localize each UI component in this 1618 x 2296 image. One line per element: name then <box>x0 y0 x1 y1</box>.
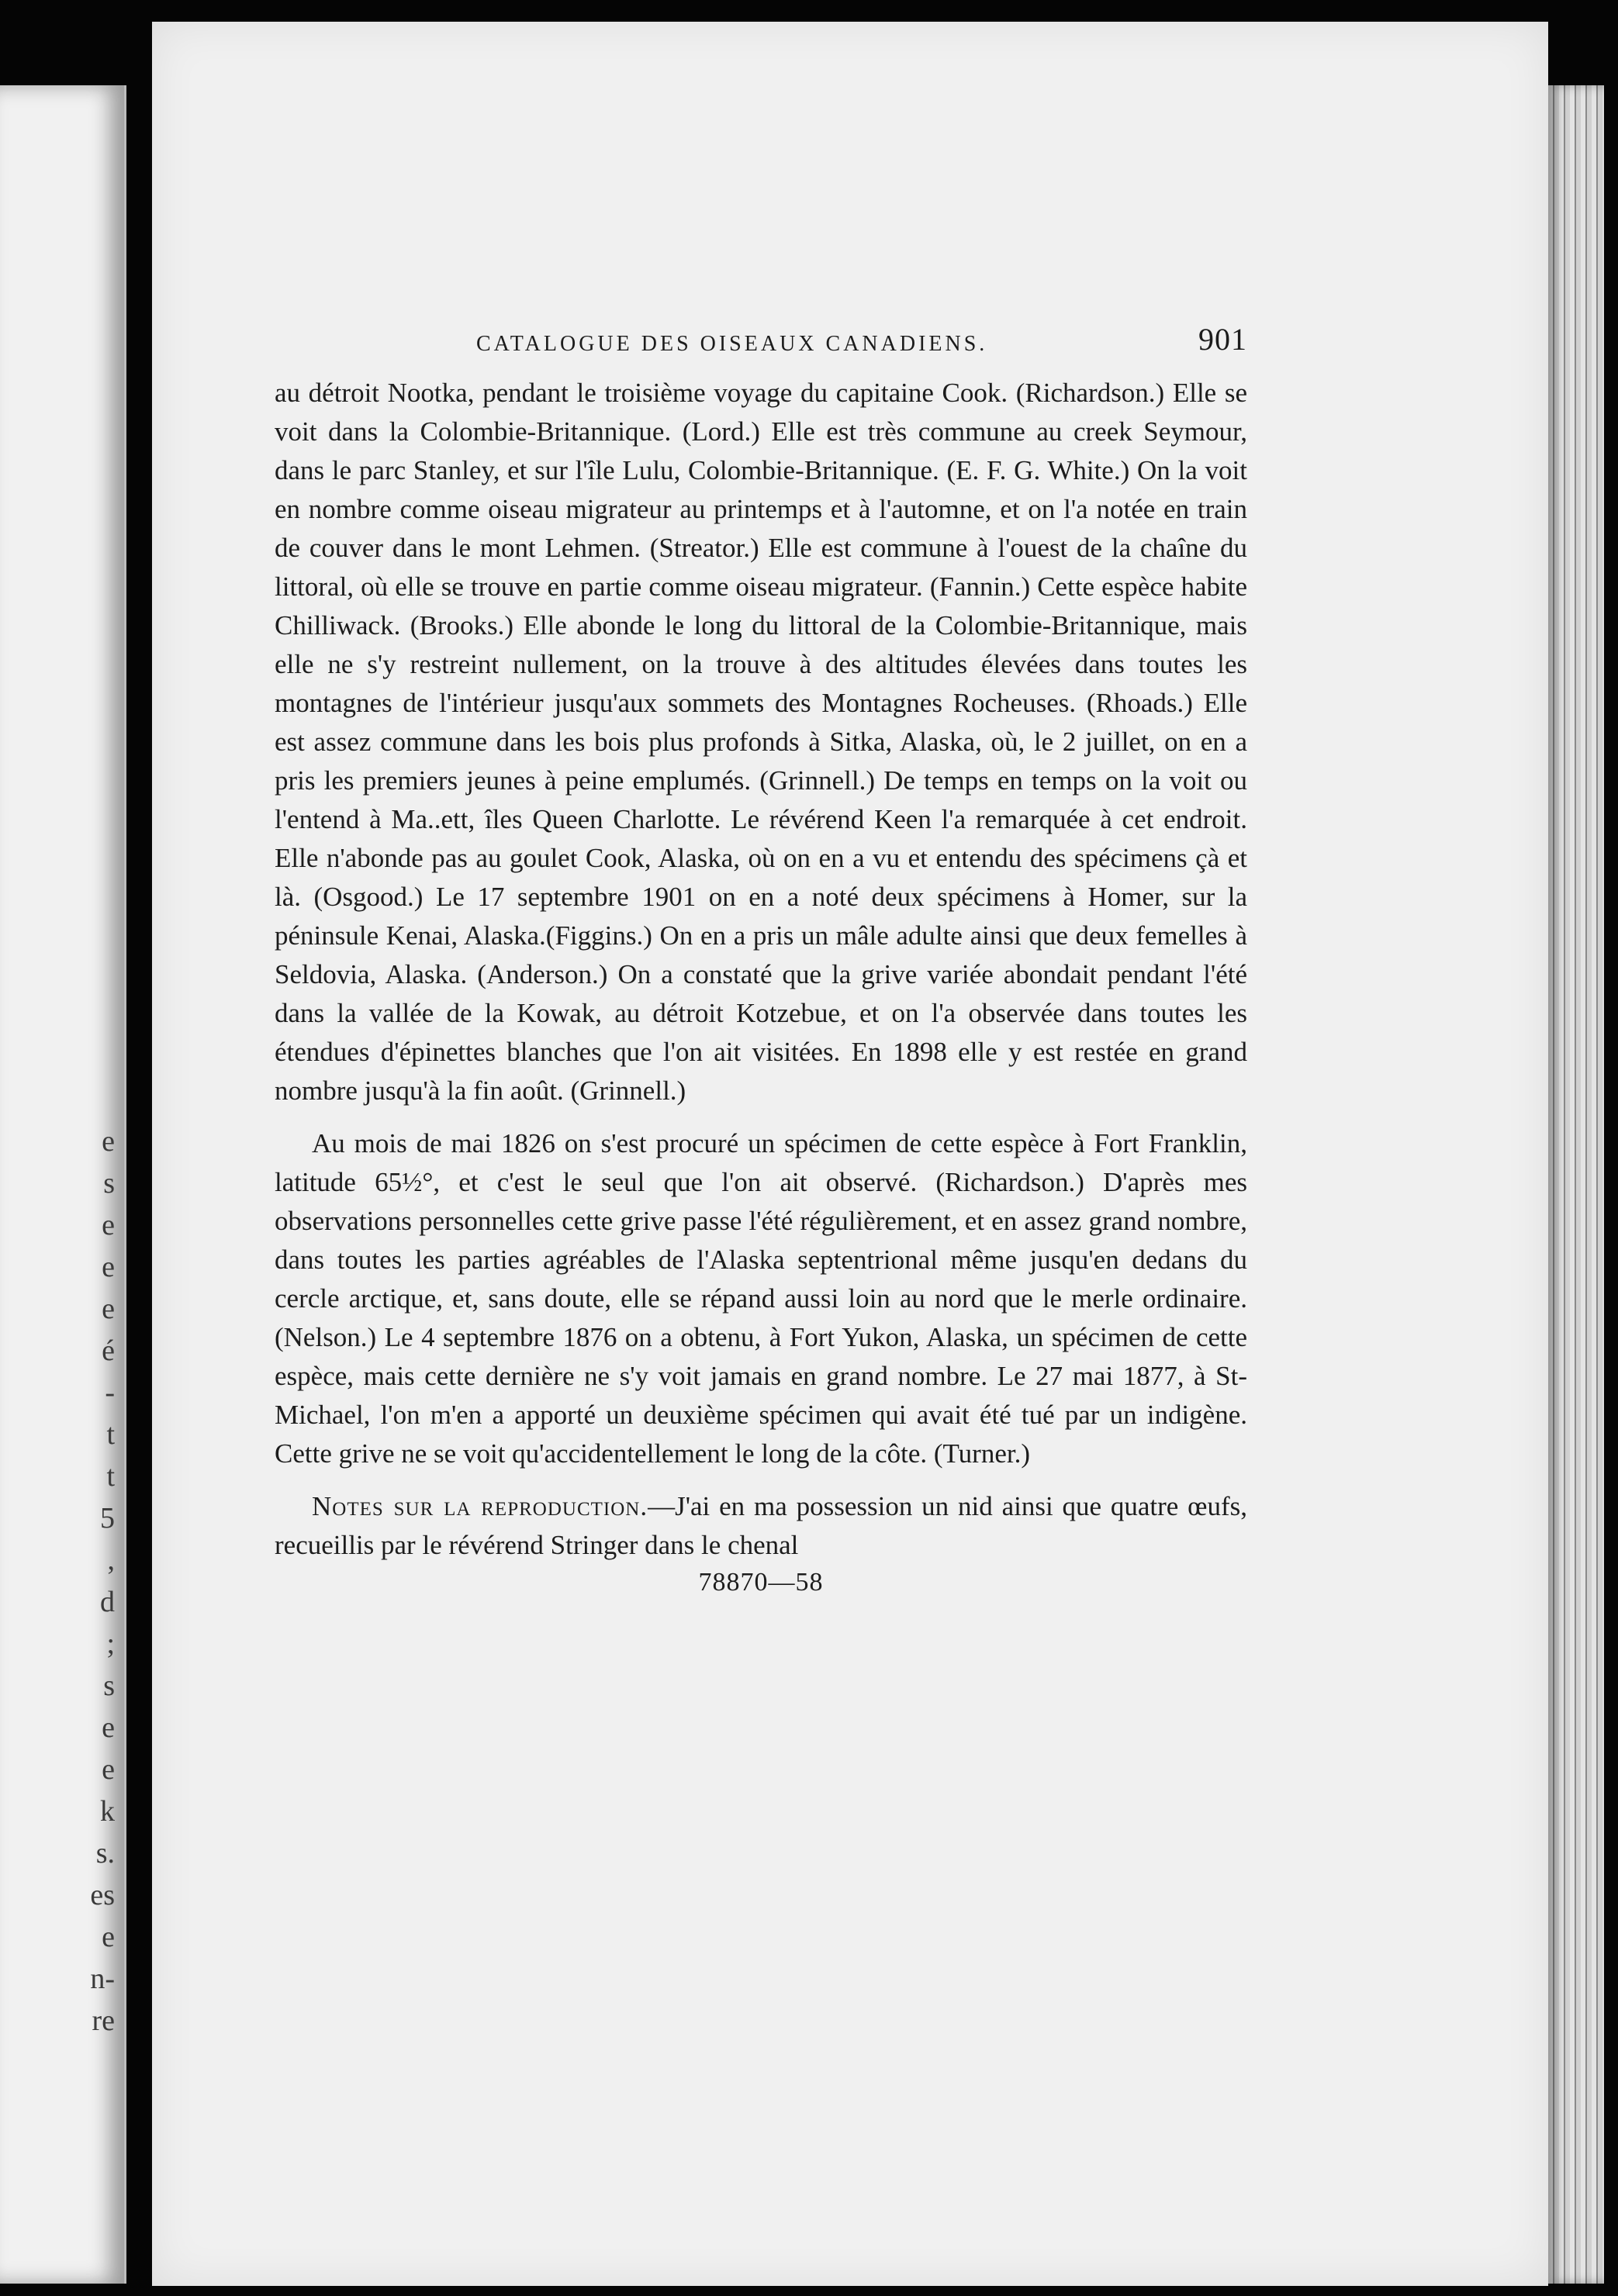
signature-mark: 78870—58 <box>698 1568 824 1597</box>
previous-page-line-endings <box>84 1120 115 2042</box>
previous-page-fragment: t <box>106 1460 115 1493</box>
header-title: CATALOGUE DES OISEAUX CANADIENS. <box>476 332 988 356</box>
previous-page-fragment: s <box>103 1669 115 1702</box>
previous-page-fragment: é <box>102 1334 115 1367</box>
previous-page-fragment: t <box>106 1418 115 1451</box>
previous-page-fragment: es <box>90 1879 115 1911</box>
previous-page-fragment: re <box>92 2004 115 2037</box>
previous-page-fragment: e <box>102 1293 115 1325</box>
previous-page-fragment: e <box>102 1209 115 1241</box>
previous-page-fragment: e <box>102 1125 115 1158</box>
previous-page-fragment: s <box>103 1167 115 1200</box>
previous-page-edge <box>0 85 126 2284</box>
paragraph-2: Au mois de mai 1826 on s'est procuré un spécimen de cette espèce à Fort Franklin, latitude 65½°, et c'est le seul que l'on ait observé. (Richardson.) D'après mes observations personnelles cette grive passe l'été régulièrement, et en assez grand nombre, dans toutes les parties agréables de l'Alaska septentrional même jusqu'en dedans du cercle arctique, et, sans doute, elle se répand aussi loin au nord que le merle ordinaire. (Nelson.) Le 4 septembre 1876 on a obtenu, à Fort Yukon, Alaska, un spécimen de cette espèce, mais cette dernière ne s'y voit jamais en grand nombre. Le 27 mai 1877, à St-Michael, l'on m'en a apporté un deuxième spécimen qui avait été tué par un indigène. Cette grive ne se voit qu'accidentellement le long de la côte. (Turner.) <box>275 1128 1247 1469</box>
page-stack-edges <box>1548 85 1604 2284</box>
previous-page-fragment: e <box>102 1251 115 1283</box>
previous-page-fragment: , <box>107 1544 115 1576</box>
previous-page-fragment: s. <box>95 1837 115 1870</box>
notes-paragraph <box>275 1487 1247 1565</box>
previous-page-fragment: 5 <box>100 1502 115 1535</box>
previous-page-fragment: e <box>102 1753 115 1786</box>
previous-page-fragment: k <box>100 1795 115 1828</box>
notes-text: —J'ai en ma possession un nid ainsi que quatre œufs, recueillis par le révérend Stringer dans le chenal <box>275 1491 1247 1560</box>
page-text-block <box>275 318 1247 1600</box>
previous-page-fragment: d <box>100 1586 115 1618</box>
running-header <box>275 318 1247 374</box>
previous-page-fragment: e <box>102 1921 115 1953</box>
paragraph-1: au détroit Nootka, pendant le troisième voyage du capitaine Cook. (Richardson.) Elle se voit dans la Colombie-Britannique. (Lord.) Elle est très commune au creek Seymour, dans le parc Stanley, et sur l'île Lulu, Colombie-Britannique. (E. F. G. White.) On la voit en nombre comme oiseau migrateur au printemps et à l'automne, et on l'a notée en train de couver dans le mont Lehmen. (Streator.) Elle est commune à l'ouest de la chaîne du littoral, où elle se trouve en partie comme oiseau migrateur. (Fannin.) Cette espèce habite Chilliwack. (Brooks.) Elle abonde le long du littoral de la Colombie-Britannique, mais elle ne s'y restreint nullement, on la trouve à des altitudes élevées dans toutes les montagnes de l'intérieur jusqu'aux sommets des Montagnes Rocheuses. (Rhoads.) Elle est assez commune dans les bois plus profonds à Sitka, Alaska, où, le 2 juillet, on en a pris les premiers jeunes à peine emplumés. (Grinnell.) De temps en temps on la voit ou l'entend à Ma..ett, îles Queen Charlotte. Le révérend Keen l'a remarquée à cet endroit. Elle n'abonde pas au goulet Cook, Alaska, où on en a vu et entendu des spécimens çà et là. (Osgood.) Le 17 septembre 1901 on en a noté deux spécimens à Homer, sur la péninsule Kenai, Alaska.(Figgins.) On en a pris un mâle adulte ainsi que deux femelles à Seldovia, Alaska. (Anderson.) On a constaté que la grive variée abondait pendant l'été dans la vallée de la Kowak, au détroit Kotzebue, et on l'a observée dans toutes les étendues d'épinettes blanches que l'on ait visitées. En 1898 elle y est restée en grand nombre jusqu'à la fin août. (Grinnell.) <box>275 378 1247 1106</box>
previous-page-fragment: e <box>102 1711 115 1744</box>
page-number: 901 <box>1198 322 1247 357</box>
previous-page-fragment: ; <box>106 1628 115 1660</box>
previous-page-fragment: - <box>105 1376 115 1409</box>
notes-heading: Notes sur la reproduction. <box>312 1491 648 1521</box>
previous-page-fragment: n- <box>90 1963 115 1995</box>
